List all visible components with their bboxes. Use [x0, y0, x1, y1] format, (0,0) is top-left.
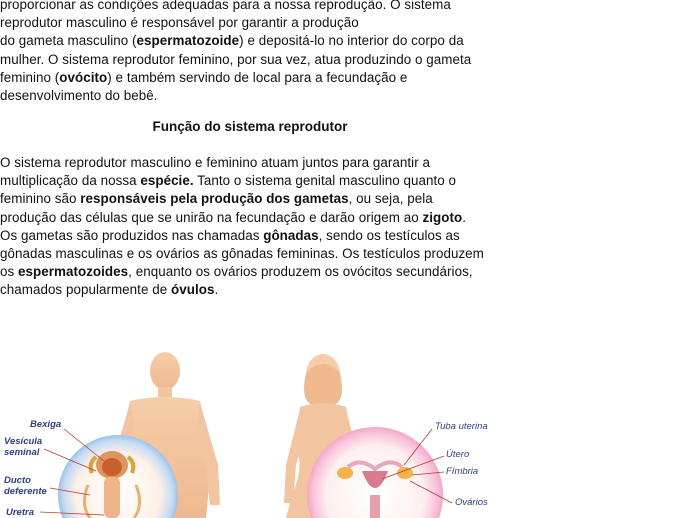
section-heading: Função do sistema reprodutor [152, 119, 348, 134]
label-ovaries: Ovários [455, 497, 488, 508]
bold-term: ovócito [59, 69, 108, 85]
text-line: produção das células que se unirão na fecundação e darão origem ao [0, 209, 423, 225]
text-line: os [0, 264, 19, 280]
text-line: desenvolvimento do bebê. [0, 88, 158, 104]
anatomy-illustration [0, 345, 510, 518]
bold-term: espermatozoide [136, 33, 240, 49]
text-line: Os gametas são produzidos nas chamadas [0, 227, 264, 243]
text-line: ) e depositá-lo no interior do corpo da [239, 33, 464, 49]
bold-term: óvulos [170, 282, 215, 298]
label-seminal-vesicle: Vesícula seminal [4, 436, 43, 458]
text-line: do gameta masculino ( [0, 33, 137, 49]
label-fimbria: Fímbria [446, 466, 479, 477]
text-line: , enquanto os ovários produzem os ovócitos secundários, [128, 264, 473, 280]
text-line: mulher. O sistema reprodutor feminino, por sua vez, atua produzindo o gameta [0, 51, 472, 67]
label-vas-deferens: Ducto deferente [4, 475, 47, 497]
text-line: proporcionar as condições adequadas para a nossa reprodução. O sistema [0, 0, 451, 12]
text-line: reprodutor masculino é responsável por garantir a produção [0, 15, 359, 31]
label-bladder: Bexiga [30, 419, 62, 430]
label-fallopian-tube: Tuba uterina [435, 421, 488, 432]
text-line: multiplicação da nossa [0, 173, 141, 189]
text-line: feminino ( [0, 69, 60, 85]
bold-term: zigoto [422, 209, 463, 225]
bold-term: espécie. [140, 173, 194, 189]
reproductive-systems-figure [0, 345, 510, 518]
bold-term: responsáveis pela produção dos gametas [80, 191, 349, 207]
label-urethra: Uretra [6, 507, 34, 518]
text-line: gônadas masculinas e os ovários as gônadas femininas. Os testículos produzem [0, 246, 484, 262]
text-line: . [214, 282, 219, 298]
function-paragraph [0, 154, 500, 300]
intro-paragraph [0, 0, 500, 105]
bold-term: espermatozoides [18, 264, 129, 280]
text-line: , ou seja, pela [348, 191, 433, 207]
text-line: O sistema reprodutor masculino e feminino atuam juntos para garantir a [0, 155, 430, 170]
text-line: . [462, 209, 466, 225]
text-line: chamados popularmente de [0, 282, 171, 298]
text-line: Tanto o sistema genital masculino quanto o [193, 173, 457, 189]
label-uterus: Útero [446, 449, 470, 460]
bold-term: gônadas [263, 227, 319, 243]
text-line: , sendo os testículos as [318, 227, 460, 243]
text-line: feminino são [0, 191, 81, 207]
text-line: ) e também servindo de local para a fecundação e [107, 69, 408, 85]
